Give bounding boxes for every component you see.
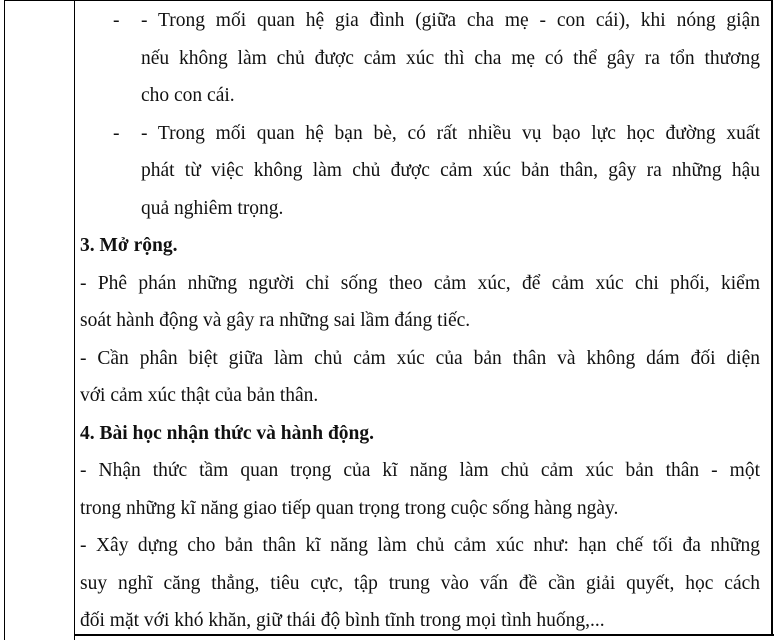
text-line: - Cần phân biệt giữa làm chủ cảm xúc của bản thân và không dám đối diện [80, 347, 760, 369]
section-heading-lessons: 4. Bài học nhận thức và hành động. [80, 422, 375, 444]
text-line: nếu không làm chủ được cảm xúc thì cha mẹ có thể gây ra tổn thương [141, 47, 760, 69]
text-line: soát hành động và gây ra những sai lầm đáng tiếc. [80, 310, 471, 331]
paragraph [80, 265, 760, 340]
table-cell-content [80, 2, 760, 640]
list-item [80, 115, 760, 228]
table-border-top [4, 0, 772, 1]
text-line: - Nhận thức tầm quan trọng của kĩ năng làm chủ cảm xúc bản thân - một [80, 460, 760, 481]
table-cell-left-empty [5, 1, 74, 640]
text-line: - Phê phán những người chỉ sống theo cảm xúc, để cảm xúc chi phối, kiểm [80, 272, 760, 294]
paragraph [80, 527, 760, 640]
text-line: - Trong mối quan hệ bạn bè, có rất nhiều vụ bạo lực học đường xuất [141, 122, 760, 144]
text-line: cho con cái. [141, 85, 235, 106]
list-marker: - [113, 122, 120, 144]
text-line: đối mặt với khó khăn, giữ thái độ bình tĩnh trong mọi tình huống,... [80, 610, 605, 631]
table-border-right [771, 0, 773, 636]
list-item [80, 2, 760, 115]
table-column-divider [74, 0, 75, 640]
paragraph [80, 340, 760, 415]
section-heading-expand: 3. Mở rộng. [80, 235, 178, 256]
text-line: với cảm xúc thật của bản thân. [80, 385, 319, 406]
text-line: phát từ việc không làm chủ được cảm xúc bản thân, gây ra những hậu [141, 160, 760, 181]
text-line: - Xây dựng cho bản thân kĩ năng làm chủ cảm xúc như: hạn chế tối đa những [80, 535, 760, 556]
text-line: suy nghĩ căng thẳng, tiêu cực, tập trung vào vấn đề cần giải quyết, học cách [80, 572, 760, 594]
list-marker: - [113, 10, 120, 31]
text-line: trong những kĩ năng giao tiếp quan trọng trong cuộc sống hàng ngày. [80, 497, 619, 519]
paragraph [80, 452, 760, 527]
text-line: quả nghiêm trọng. [141, 197, 284, 219]
text-line: - Trong mối quan hệ gia đình (giữa cha mẹ - con cái), khi nóng giận [141, 10, 760, 31]
